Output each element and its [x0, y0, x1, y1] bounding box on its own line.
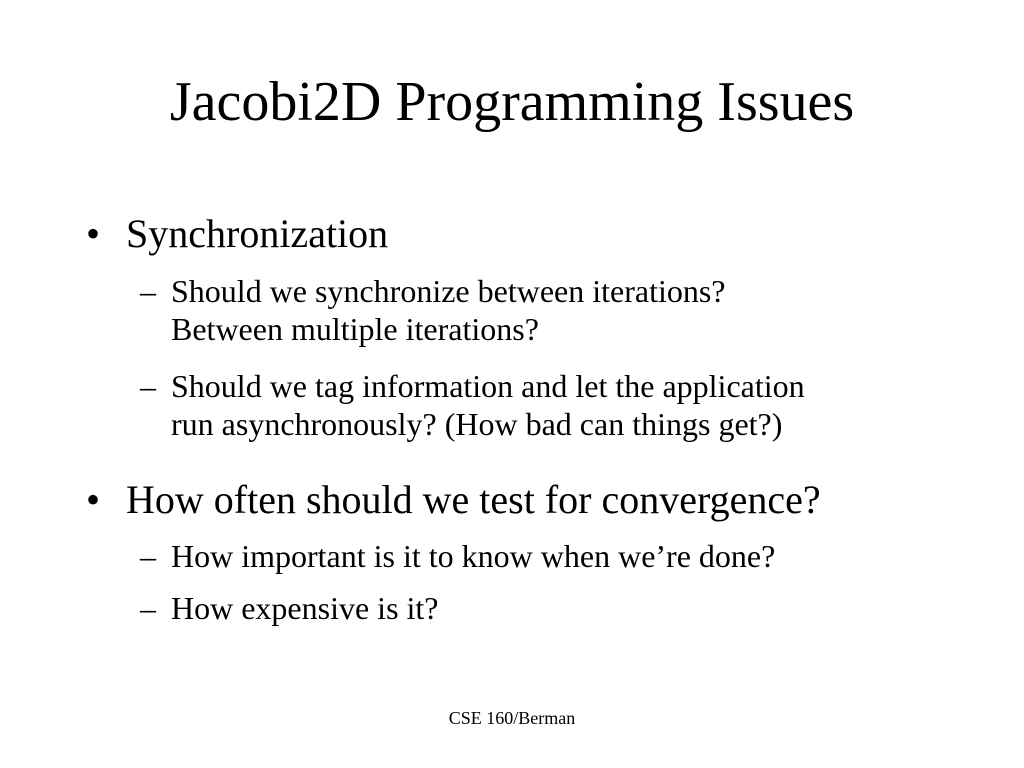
dash-mark: – [140, 590, 156, 626]
sub-bullet-line: Between multiple iterations? [171, 311, 539, 347]
dash-mark: – [140, 273, 156, 309]
bullet-synchronization [86, 211, 389, 257]
bullet-convergence [86, 477, 821, 523]
sub-bullet-tag-information [140, 367, 805, 442]
sub-bullet-line: Should we tag information and let the application [171, 368, 805, 404]
bullet-text: Synchronization [126, 211, 389, 256]
bullet-mark: • [86, 211, 101, 256]
dash-mark: – [140, 538, 156, 574]
sub-bullet-how-expensive [140, 589, 439, 627]
slide-title: Jacobi2D Programming Issues [169, 71, 855, 133]
sub-bullet-line: run asynchronously? (How bad can things get?) [171, 406, 783, 442]
sub-bullet-know-when-done [140, 537, 776, 575]
sub-bullet-synchronize-iterations [140, 272, 726, 347]
slide-footer: CSE 160/Berman [448, 708, 576, 728]
sub-bullet-line: How expensive is it? [171, 590, 439, 626]
sub-bullet-line: How important is it to know when we’re done? [171, 538, 776, 574]
sub-bullet-text [171, 537, 775, 575]
dash-mark: – [140, 368, 156, 404]
bullet-mark: • [86, 477, 101, 522]
sub-bullet-line: Should we synchronize between iterations? [171, 273, 726, 309]
sub-bullet-text [171, 367, 805, 443]
sub-bullet-text [171, 589, 439, 627]
bullet-text: How often should we test for convergence? [126, 477, 821, 522]
sub-bullet-text [171, 272, 726, 348]
